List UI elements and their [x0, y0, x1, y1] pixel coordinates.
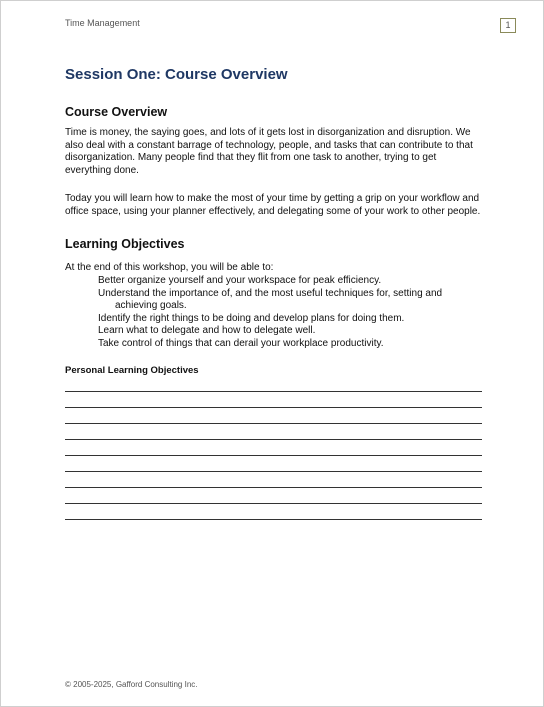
session-title: Session One: Course Overview — [65, 66, 288, 83]
learning-objectives-intro: At the end of this workshop, you will be able to: — [65, 262, 274, 273]
objective-item: Identify the right things to be doing and develop plans for doing them. — [98, 312, 405, 324]
objective-item: Learn what to delegate and how to delegate well. — [98, 325, 316, 337]
course-overview-paragraph-1: Time is money, the saying goes, and lots of it gets lost in disorganization and disruption. We also deal with a constant barrage of technology, people, and tasks that can contribute to that disorganization. Many people find that they flit from one task to another, trying to get everything done. — [65, 127, 473, 176]
running-header: Time Management — [65, 18, 140, 28]
course-overview-paragraph-2: Today you will learn how to make the most of your time by getting a grip on your workflow and office space, using your planner effectively, and delegating some of your work to other people. — [65, 193, 481, 217]
objective-item: Understand the importance of, and the most useful techniques for, setting and achieving goals. — [98, 287, 443, 312]
page-number-box: 1 — [500, 18, 516, 33]
writing-line — [65, 471, 482, 472]
writing-line — [65, 391, 482, 392]
learning-objectives-heading: Learning Objectives — [65, 237, 185, 251]
objective-item: Better organize yourself and your workspace for peak efficiency. — [98, 275, 382, 286]
writing-line — [65, 487, 482, 488]
course-overview-heading: Course Overview — [65, 105, 168, 119]
writing-line — [65, 407, 482, 408]
personal-objectives-heading: Personal Learning Objectives — [65, 365, 199, 376]
writing-line — [65, 455, 482, 456]
writing-line — [65, 423, 482, 424]
writing-line — [65, 439, 482, 440]
writing-line — [65, 519, 482, 520]
objective-item: Take control of things that can derail your workplace productivity. — [98, 337, 384, 349]
footer-copyright: © 2005-2025, Gafford Consulting Inc. — [65, 680, 198, 689]
writing-line — [65, 503, 482, 504]
objectives-list — [98, 275, 458, 351]
